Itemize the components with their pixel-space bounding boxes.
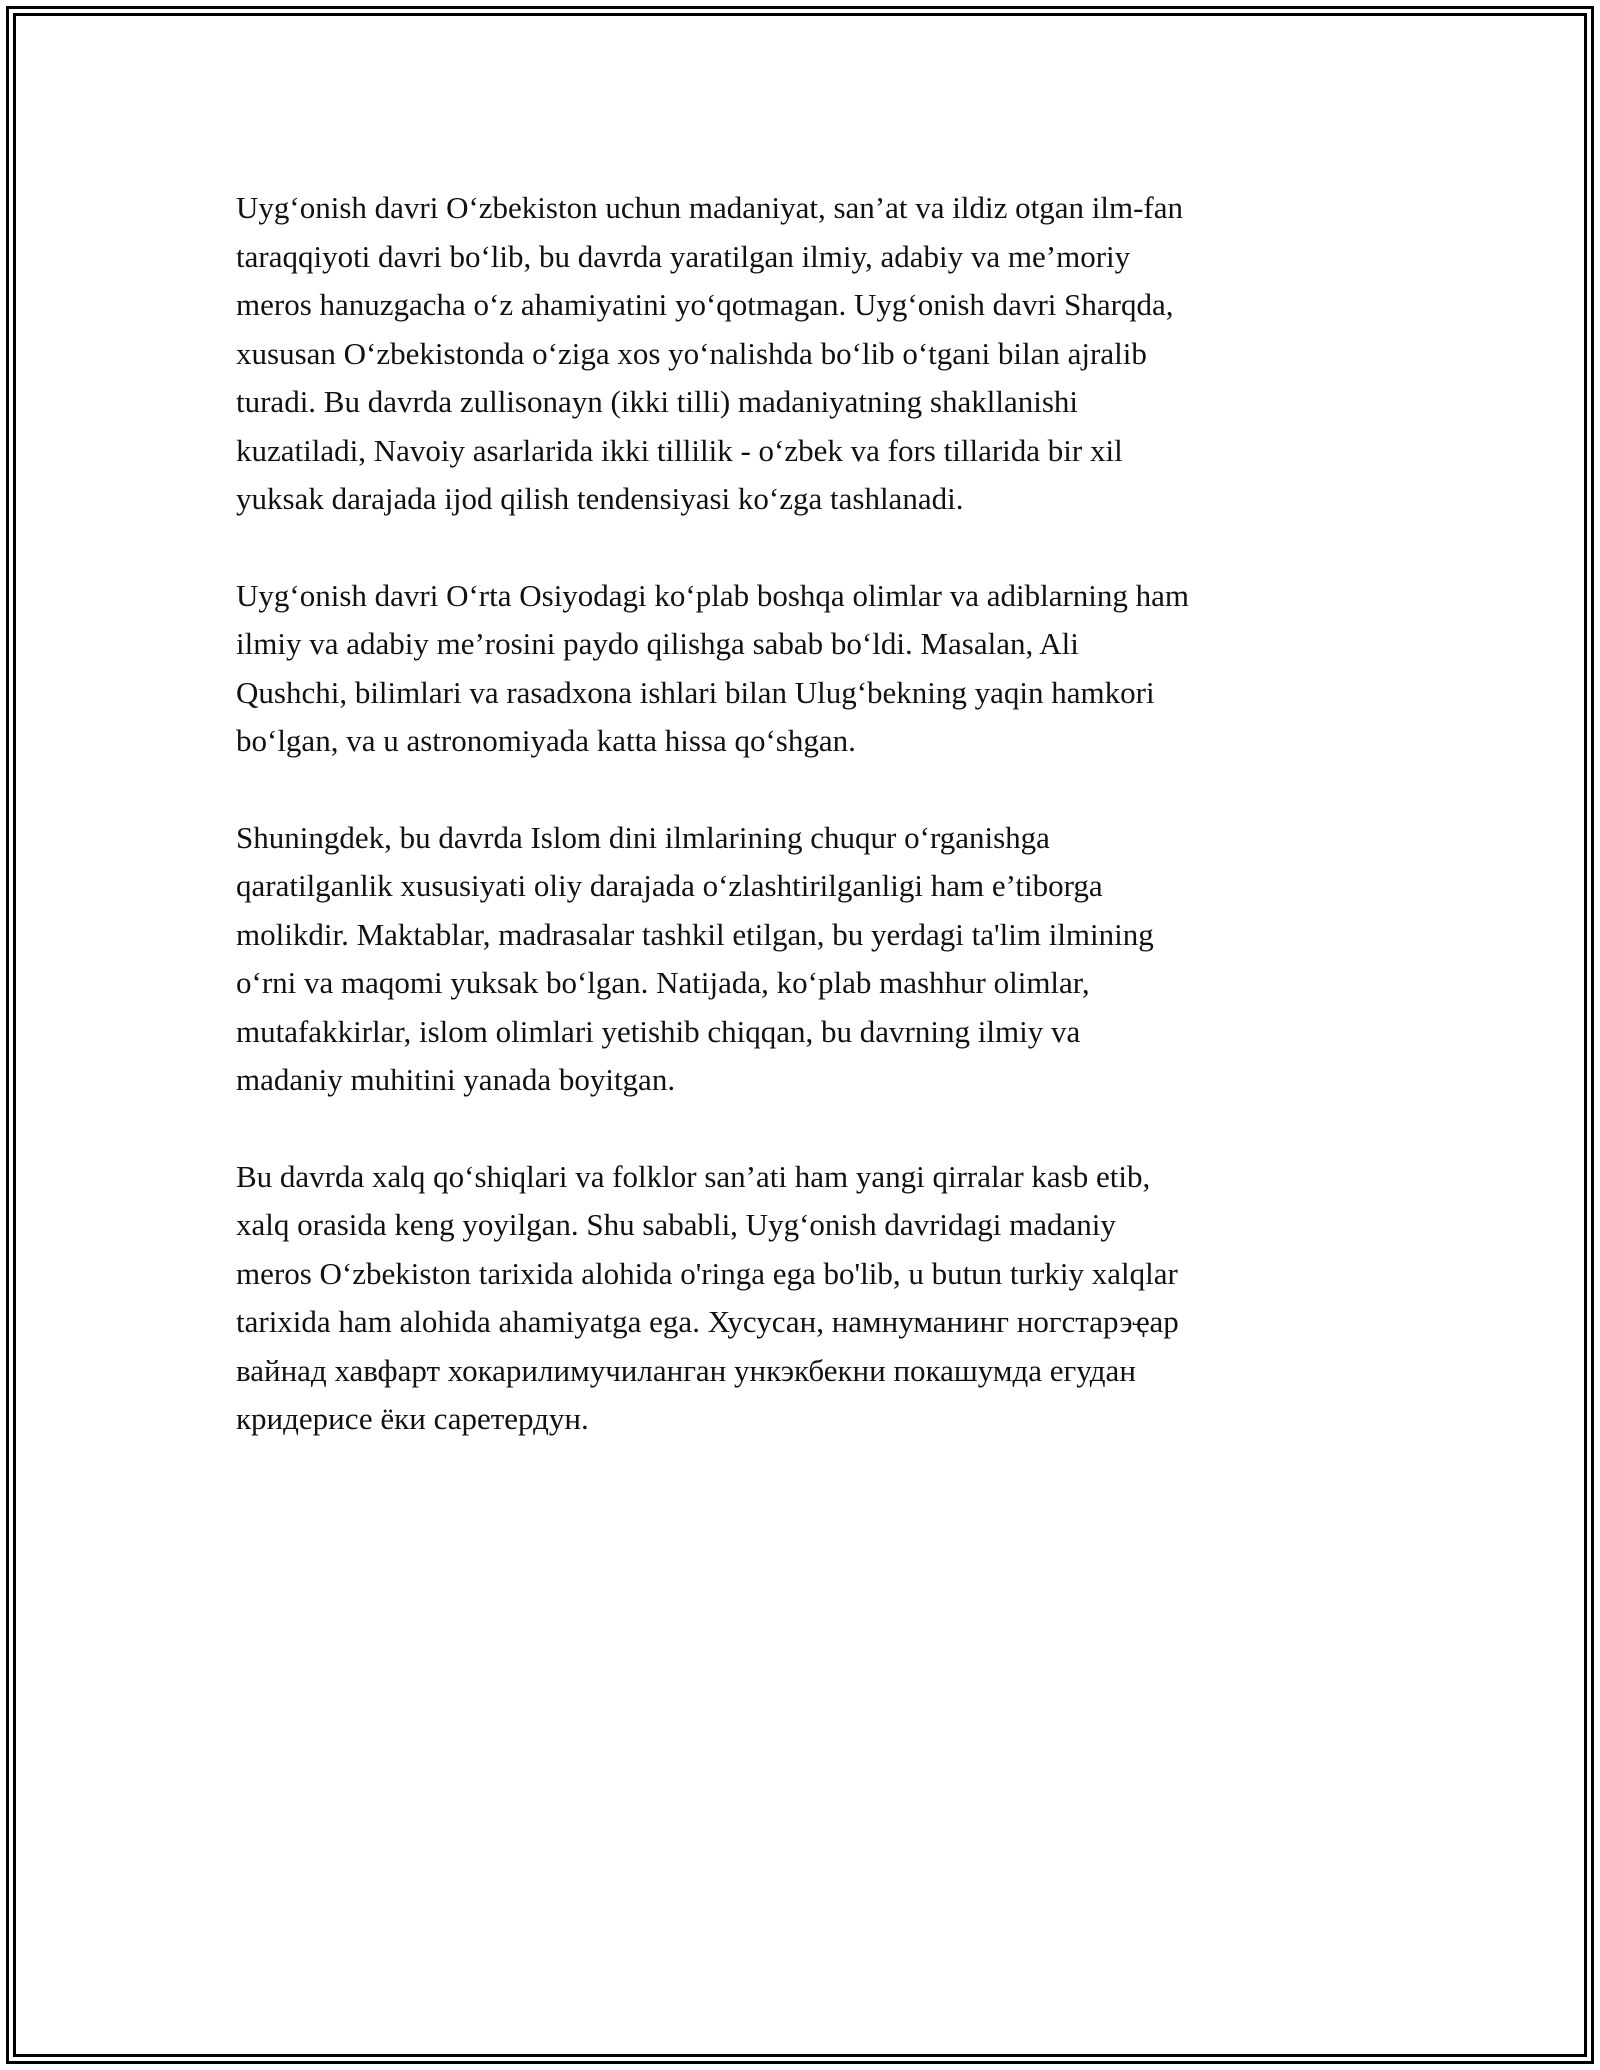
paragraph-line: xususan O‘zbekistonda o‘ziga xos yo‘nalishda bo‘lib o‘tgani bilan ajralib — [236, 335, 1147, 371]
paragraph-line: taraqqiyoti davri bo‘lib, bu davrda yaratilgan ilmiy, adabiy va me’moriy — [236, 238, 1131, 274]
paragraph-line: mutafakkirlar, islom olimlari yetishib chiqqan, bu davrning ilmiy va — [236, 1013, 1081, 1049]
paragraph-line: kuzatiladi, Navoiy asarlarida ikki tillilik - o‘zbek va fors tillarida bir xil — [236, 432, 1123, 468]
paragraph-line: bo‘lgan, va u astronomiyada katta hissa qo‘shgan. — [236, 723, 856, 758]
paragraph-line: вайнад хавфарт хокарилимучиланган ункэкбекни покашумда егудан — [236, 1352, 1136, 1388]
paragraph-line: molikdir. Maktablar, madrasalar tashkil etilgan, bu yerdagi ta'lim ilmining — [236, 916, 1154, 952]
paragraph-3 — [236, 814, 1386, 1105]
paragraph-line: Uyg‘onish davri O‘rta Osiyodagi ko‘plab boshqa olimlar va adiblarning ham — [236, 577, 1190, 613]
paragraph-line: qaratilganlik xususiyati oliy darajada o‘zlashtirilganligi ham e’tiborga — [236, 868, 1103, 903]
paragraph-line: yuksak darajada ijod qilish tendensiyasi ko‘zga tashlanadi. — [236, 481, 964, 516]
paragraph-line: o‘rni va maqomi yuksak bo‘lgan. Natijada, ko‘plab mashhur olimlar, — [236, 965, 1090, 1000]
paragraph-line: Uyg‘onish davri O‘zbekiston uchun madaniyat, san’at va ildiz otgan ilm-fan — [236, 190, 1183, 225]
paragraph-line: xalq orasida keng yoyilgan. Shu sababli, Uyg‘onish davridagi madaniy — [236, 1207, 1116, 1242]
paragraph-1 — [236, 184, 1386, 524]
paragraph-4 — [236, 1153, 1386, 1444]
paragraph-line: Bu davrda xalq qo‘shiqlari va folklor san’ati ham yangi qirralar kasb etib, — [236, 1158, 1151, 1194]
paragraph-line: ilmiy va adabiy me’rosini paydo qilishga sabab bo‘ldi. Masalan, Ali — [236, 626, 1079, 661]
document-body — [236, 184, 1386, 1492]
paragraph-line: meros O‘zbekiston tarixida alohida o'ringa ega bo'lib, u butun turkiy xalqlar — [236, 1255, 1178, 1291]
paragraph-line: tarixida ham alohida ahamiyatga ega. Хусусан, намнуманинг ногстарэҿар — [236, 1304, 1179, 1339]
paragraph-line: turadi. Bu davrda zullisonayn (ikki tilli) madaniyatning shakllanishi — [236, 384, 1079, 419]
paragraph-line: Qushchi, bilimlari va rasadxona ishlari bilan Ulug‘bekning yaqin hamkori — [236, 674, 1155, 710]
paragraph-2 — [236, 572, 1386, 766]
paragraph-line: meros hanuzgacha o‘z ahamiyatini yo‘qotmagan. Uyg‘onish davri Sharqda, — [236, 287, 1174, 322]
paragraph-line: Shuningdek, bu davrda Islom dini ilmlarining chuqur o‘rganishga — [236, 819, 1050, 855]
paragraph-line: кридерисе ёки саретердун. — [236, 1401, 589, 1436]
paragraph-line: madaniy muhitini yanada boyitgan. — [236, 1062, 676, 1097]
